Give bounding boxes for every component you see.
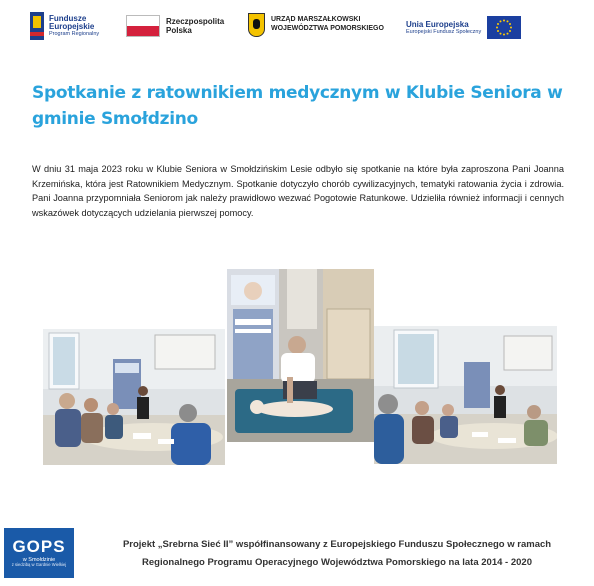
unia-europejska-logo <box>406 16 521 39</box>
photo-seniors-table-right <box>374 326 557 464</box>
article-body: W dniu 31 maja 2023 roku w Klubie Seniora w Smołdzińskim Lesie odbyło się spotkanie na które była zaproszona Pani Joanna Krzemińska, która jest Ratownikiem Medycznym. Spotkanie dotyczyło chorób cywilizacyjnych, tematyki ratowania życia i zdrowia. Pani Joanna przypomniała Seniorom jak należy prawidłowo wezwać Pogotowie Ratunkowe. Udzieliła również informacji i cennych wskazówek dotyczących udzielania pierwszej pomocy. <box>32 164 564 219</box>
logo-bar <box>0 0 594 56</box>
project-footer <box>88 536 586 572</box>
footer-line1: Projekt „Srebrna Sieć II” współfinansowany z Europejskiego Funduszu Społecznego w ramach <box>122 539 552 550</box>
polish-flag-icon <box>126 15 160 37</box>
um-line2: WOJEWÓDZTWA POMORSKIEGO <box>271 25 384 32</box>
rp-line1: Rzeczpospolita <box>166 16 225 26</box>
fundusze-europejskie-icon <box>30 12 44 40</box>
footer-line2: Regionalnego Programu Operacyjnego Województwa Pomorskiego na lata 2014 - 2020 <box>142 557 532 569</box>
gops-line1: w Smołdzinie <box>22 557 56 564</box>
fundusze-europejskie-logo <box>30 12 99 40</box>
gops-mark: GOPS <box>12 537 66 557</box>
gops-line2: z siedzibą w Gardnie Wielkiej <box>11 562 67 568</box>
photo-cpr-demonstration <box>227 269 374 442</box>
ue-line2: Europejski Fundusz Społeczny <box>406 28 482 35</box>
rzeczpospolita-logo <box>126 15 224 37</box>
fe-line1: Fundusze <box>49 13 87 23</box>
um-line1: URZĄD MARSZAŁKOWSKI <box>271 16 361 24</box>
rp-line2: Polska <box>166 26 192 35</box>
ue-line1: Unia Europejska <box>406 19 469 29</box>
article-title: Spotkanie z ratownikiem medycznym w Klubie Seniora w gminie Smołdzino <box>32 83 563 130</box>
urzad-marszalkowski-logo <box>248 13 384 37</box>
gops-logo <box>4 528 74 578</box>
fe-line3: Program Regionalny <box>49 30 100 37</box>
fe-line2: Europejskie <box>49 21 95 31</box>
eu-flag-icon <box>487 16 521 39</box>
pomorskie-crest-icon <box>248 13 265 37</box>
photo-seniors-table-left <box>43 329 225 465</box>
